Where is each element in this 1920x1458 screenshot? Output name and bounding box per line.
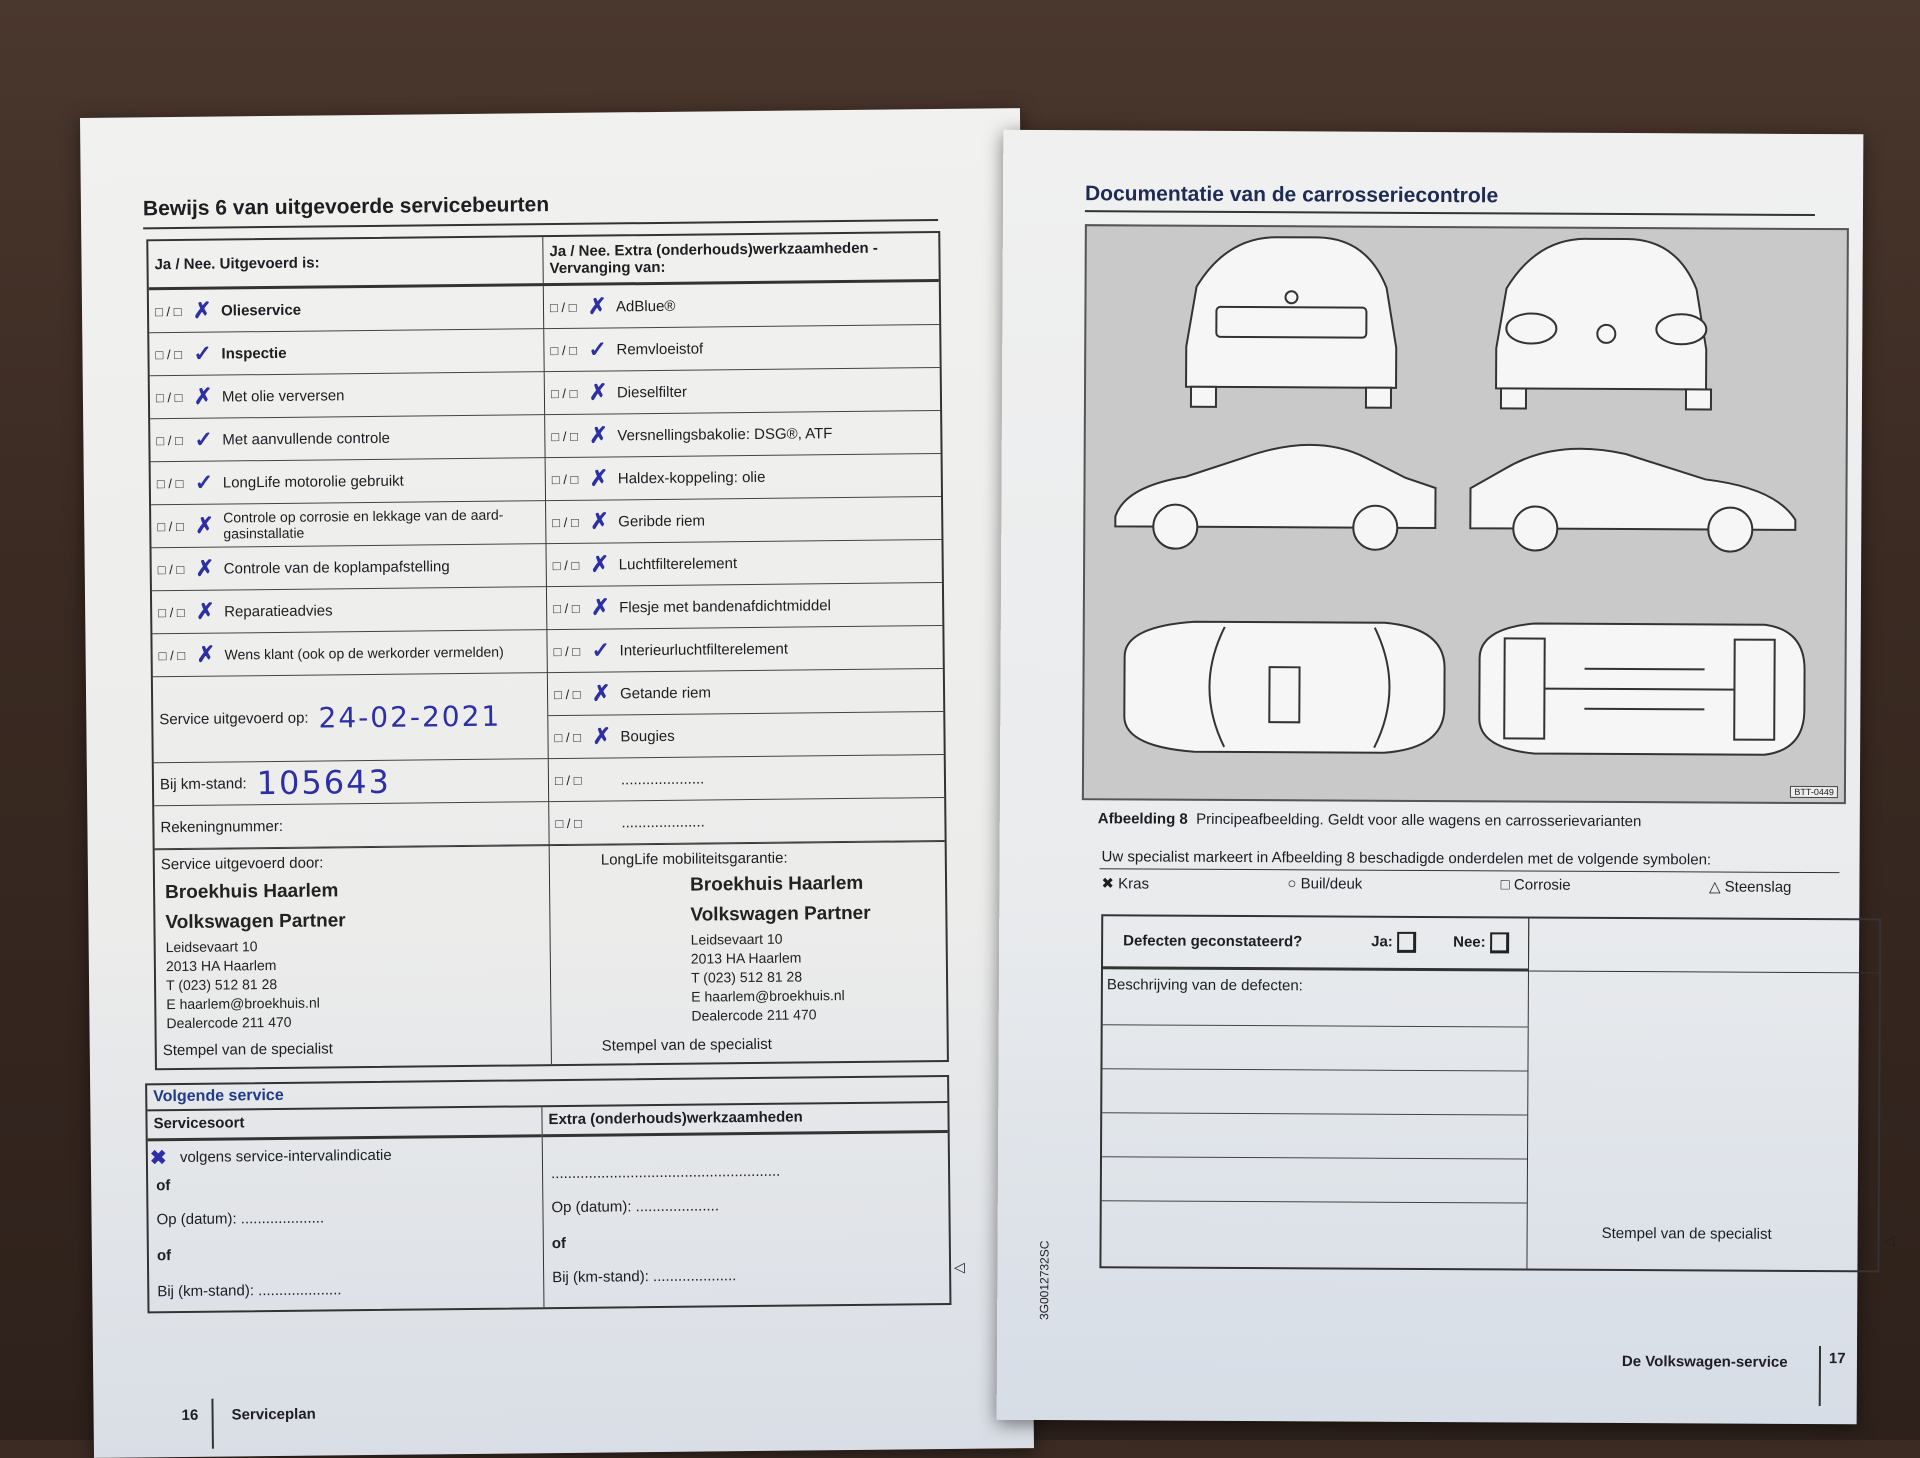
checkbox-glyphs: □ / □ — [158, 604, 185, 620]
checklist-item-label: .................... — [621, 812, 705, 831]
cross-mark-icon: ✗ — [196, 641, 216, 667]
yes-no-checkbox[interactable] — [157, 555, 220, 581]
yes-no-checkbox[interactable] — [158, 641, 221, 667]
yes-no-checkbox[interactable] — [155, 340, 217, 366]
checklist-item-label: Interieurluchtfilterelement — [619, 640, 789, 659]
checkbox-glyphs: □ / □ — [550, 385, 578, 401]
interval-option: volgens service-intervalindicatie — [179, 1146, 392, 1167]
figure-caption — [1098, 810, 1642, 830]
checkbox-glyphs: □ / □ — [552, 557, 580, 573]
stamp-brand: Volkswagen Partner — [165, 910, 346, 934]
header-performed: Ja / Nee. Uitgevoerd is: — [148, 237, 543, 287]
yes-no-checkbox[interactable] — [550, 378, 613, 405]
cross-mark-icon: ✗ — [590, 507, 609, 534]
description-line — [1102, 1200, 1527, 1203]
checklist-item-label: Getande riem — [619, 683, 712, 702]
check-mark-icon: ✓ — [194, 469, 214, 495]
yes-no-checkbox[interactable] — [549, 292, 612, 319]
instruction-rule — [1100, 868, 1840, 873]
document-code: 3G0012732SC — [1037, 1240, 1052, 1321]
cross-mark-icon: ✗ — [592, 722, 612, 749]
cross-mark-icon: ✗ — [588, 378, 608, 405]
yes-no-checkbox[interactable] — [551, 464, 614, 491]
stamp-phone: T (023) 512 81 28 — [166, 975, 278, 994]
continue-arrow-icon: ◁ — [953, 1258, 965, 1275]
checkbox-glyphs: □ / □ — [157, 561, 185, 577]
legend-steenslag — [1709, 877, 1792, 895]
next-service-table — [145, 1075, 951, 1313]
km-value[interactable]: 105643 — [256, 762, 392, 803]
cross-mark-icon: ✗ — [193, 383, 213, 409]
symbol-instruction: Uw specialist markeert in Afbeelding 8 beschadigde onderdelen met de volgende symbolen: — [1101, 848, 1712, 869]
or-label: of — [156, 1247, 172, 1265]
legend-label: Corrosie — [1513, 876, 1571, 894]
checkbox-glyphs: □ / □ — [551, 471, 579, 487]
no-label: Nee: — [1453, 933, 1486, 951]
cross-mark-icon: ✗ — [195, 555, 215, 581]
checkbox-glyphs: □ / □ — [555, 815, 583, 831]
checklist-item-label: LongLife motorolie gebruikt — [222, 472, 404, 492]
defects-header — [1103, 916, 1529, 971]
yes-label: Ja: — [1371, 933, 1393, 951]
continue-arrow-icon: ◁ — [1883, 1232, 1895, 1249]
service-type-column — [147, 1107, 544, 1311]
car-underside-view-icon — [1479, 623, 1805, 755]
check-mark-icon: ✓ — [193, 340, 213, 366]
stamp-city: 2013 HA Haarlem — [690, 949, 802, 967]
checklist-item[interactable] — [152, 587, 547, 634]
legend-label: Kras — [1118, 875, 1150, 893]
checkbox-glyphs: □ / □ — [554, 729, 582, 745]
header-extra: Ja / Nee. Extra (onderhouds)werkzaamheden - Vervanging van: — [549, 239, 878, 278]
page-title: Documentatie van de carrosseriecontrole — [1084, 182, 1499, 208]
yes-no-checkbox[interactable] — [555, 772, 617, 788]
checklist-item[interactable] — [549, 798, 944, 845]
checkbox-glyphs: □ / □ — [551, 428, 578, 444]
checkbox-glyphs: □ / □ — [553, 643, 581, 659]
next-service-title: Volgende service — [147, 1077, 947, 1111]
no-checkbox[interactable] — [1490, 932, 1509, 953]
stamp-phone: T (023) 512 81 28 — [690, 968, 803, 986]
car-right-side-icon — [1470, 448, 1796, 552]
extra-date-field: Op (datum): .................... — [551, 1197, 720, 1217]
performed-by-label: Service uitgevoerd door: — [160, 854, 324, 874]
checkbox-glyphs: □ / □ — [156, 432, 184, 448]
cross-mark-icon: ✗ — [192, 297, 212, 323]
footer-divider — [211, 1399, 214, 1449]
or-label: of — [156, 1177, 171, 1195]
service-checklist-table — [146, 231, 949, 1070]
yes-no-checkbox[interactable] — [553, 679, 616, 706]
checkbox-glyphs: □ / □ — [550, 342, 578, 358]
interval-cross-mark: ✖ — [149, 1147, 167, 1170]
or-label: of — [551, 1234, 567, 1253]
cross-mark-icon: ✗ — [591, 679, 611, 706]
extra-km-field: Bij (km-stand): .................... — [552, 1267, 737, 1287]
check-mark-icon: ✓ — [194, 426, 213, 452]
checklist-item-label: Inspectie — [221, 344, 287, 363]
checkbox-glyphs: □ / □ — [155, 389, 183, 405]
checklist-item-label: .................... — [620, 769, 705, 788]
checklist-item[interactable] — [546, 497, 941, 544]
checklist-item[interactable] — [151, 458, 546, 505]
checkbox-glyphs: □ / □ — [552, 514, 579, 530]
checkbox-glyphs: □ / □ — [156, 475, 184, 491]
checkbox-glyphs: □ / □ — [158, 647, 186, 663]
description-line — [1102, 1068, 1527, 1071]
checkbox-glyphs: □ / □ — [553, 600, 580, 616]
yes-no-checkbox[interactable] — [554, 722, 616, 749]
square-icon: □ — [1500, 876, 1510, 894]
stamp-name: Broekhuis Haarlem — [165, 880, 339, 904]
checklist-item-label: AdBlue® — [615, 297, 676, 315]
stamp-street: Leidsevaart 10 — [690, 930, 783, 948]
checklist-item-label: Haldex-koppeling: olie — [617, 468, 766, 487]
extra-work-column — [542, 1103, 949, 1307]
longlife-label: LongLife mobiliteitsgarantie: — [600, 849, 788, 869]
legend-label: Steenslag — [1724, 878, 1792, 896]
description-label: Beschrijving van de defecten: — [1106, 976, 1303, 995]
account-number-label: Rekeningnummer: — [160, 817, 284, 836]
km-label: Bij km-stand: — [159, 774, 247, 793]
checklist-item[interactable] — [549, 755, 944, 802]
title-rule — [1085, 210, 1815, 216]
check-mark-icon: ✓ — [591, 636, 611, 663]
checklist-item[interactable] — [149, 329, 544, 376]
service-date-cell — [153, 673, 549, 763]
car-outlines-illustration — [1084, 226, 1847, 802]
checkbox-glyphs: □ / □ — [553, 686, 581, 702]
checklist-item-label: Met olie verversen — [221, 386, 345, 406]
extra-work-dots: ....................................................... — [550, 1162, 781, 1183]
checklist-item-label: Controle van de koplampafstelling — [223, 557, 450, 578]
checklist-item-label: Geribde riem — [618, 511, 706, 530]
stamp-label-right: Stempel van de specialist — [601, 1035, 772, 1055]
dealer-stamp-right — [690, 869, 872, 1026]
stamp-street: Leidsevaart 10 — [165, 938, 258, 956]
service-date-label: Service uitgevoerd op: — [159, 709, 309, 729]
legend-buil — [1287, 875, 1362, 893]
performed-by-section — [155, 841, 947, 1068]
checklist-item[interactable] — [152, 544, 547, 591]
cross-mark-icon: ✗ — [195, 512, 214, 538]
next-date-field: Op (datum): .................... — [156, 1209, 325, 1229]
yes-no-checkbox[interactable] — [553, 593, 615, 620]
checklist-item-label: Met aanvullende controle — [222, 429, 391, 449]
description-line — [1103, 1024, 1528, 1027]
checkbox-glyphs: □ / □ — [157, 518, 184, 534]
page-title: Bewijs 6 van uitgevoerde servicebeurten — [142, 193, 550, 221]
cross-mark-icon: ✗ — [589, 421, 608, 448]
yes-checkbox[interactable] — [1397, 932, 1416, 953]
checklist-item-label: Wens klant (ook op de werkorder vermelden) — [224, 643, 504, 663]
checklist-item[interactable] — [152, 630, 547, 677]
stamp-dealer: Dealercode 211 470 — [691, 1006, 817, 1024]
footer-section: Serviceplan — [231, 1405, 316, 1424]
title-rule — [143, 219, 938, 229]
yes-option[interactable] — [1371, 932, 1416, 953]
triangle-icon: △ — [1708, 878, 1721, 896]
yes-no-checkbox[interactable] — [552, 507, 614, 534]
circle-icon: ○ — [1287, 875, 1297, 893]
service-date-value[interactable]: 24-02-2021 — [318, 699, 502, 735]
legend-label: Buil/deuk — [1300, 875, 1363, 893]
footer-section: De Volkswagen-service — [1621, 1353, 1788, 1371]
caption-text: Principeafbeelding. Geldt voor alle wagens en carrosserievarianten — [1196, 810, 1642, 831]
defects-question: Defecten geconstateerd? — [1123, 932, 1303, 951]
checklist-item-label: Luchtfilterelement — [618, 554, 738, 573]
checklist-item[interactable] — [547, 583, 942, 630]
car-left-side-icon — [1115, 444, 1436, 550]
left-page — [80, 108, 1034, 1458]
checklist-item[interactable] — [546, 454, 941, 501]
checklist-item[interactable] — [149, 286, 544, 333]
checkbox-glyphs: □ / □ — [549, 299, 577, 315]
cross-mark-icon: ✗ — [589, 464, 609, 491]
yes-no-checkbox[interactable] — [550, 335, 612, 362]
checklist-item[interactable] — [547, 626, 942, 673]
checklist-item-label: Reparatieadvies — [224, 601, 333, 621]
page-number: 16 — [181, 1406, 199, 1425]
stamp-dealer: Dealercode 211 470 — [166, 1013, 292, 1032]
stamp-name: Broekhuis Haarlem — [689, 872, 864, 896]
legend-corrosie — [1501, 876, 1571, 894]
km-cell — [154, 759, 549, 806]
checklist-item[interactable] — [544, 325, 939, 372]
cross-mark-icon: ✗ — [587, 292, 607, 319]
checklist-item[interactable] — [548, 669, 943, 716]
checkbox-glyphs: □ / □ — [554, 772, 582, 788]
car-front-view-icon — [1496, 238, 1712, 409]
checklist-item[interactable] — [546, 540, 941, 587]
dealer-stamp-left — [165, 876, 347, 1033]
figure-code: BTT-0449 — [1790, 786, 1838, 798]
cross-mark-icon: ✗ — [591, 593, 610, 620]
checklist-grid — [149, 282, 945, 849]
stamp-label: Stempel van de specialist — [1601, 1224, 1772, 1243]
yes-no-checkbox[interactable] — [555, 815, 617, 831]
yes-no-checkbox[interactable] — [155, 383, 218, 409]
page-number: 17 — [1828, 1350, 1846, 1368]
yes-no-checkbox[interactable] — [154, 297, 217, 323]
checklist-item-label: Controle op corrosie en lekkage van de aard-gasinstallatie — [223, 506, 504, 542]
checklist-item-label: Dieselfilter — [616, 383, 688, 401]
stamp-brand: Volkswagen Partner — [690, 902, 871, 926]
longlife-cell — [550, 842, 947, 1064]
checklist-item[interactable] — [544, 282, 939, 329]
checklist-item-label: Bougies — [620, 727, 675, 745]
yes-no-checkbox[interactable] — [552, 550, 615, 577]
checklist-item-label: Flesje met bandenafdichtmiddel — [619, 596, 832, 616]
stamp-label-left: Stempel van de specialist — [162, 1040, 333, 1060]
legend-kras — [1101, 874, 1149, 892]
symbol-legend — [1101, 874, 1791, 896]
checklist-item-label: Remvloeistof — [616, 339, 704, 358]
checkbox-glyphs: □ / □ — [154, 303, 182, 319]
checklist-item[interactable] — [150, 372, 545, 419]
cross-mark-icon: ✗ — [590, 550, 610, 577]
account-number-cell[interactable] — [154, 802, 549, 849]
checklist-item[interactable] — [548, 712, 943, 759]
stamp-area-rule — [1528, 971, 1879, 974]
yes-no-checkbox[interactable] — [551, 421, 613, 448]
body-check-figure — [1082, 224, 1849, 804]
stamp-email: E haarlem@broekhuis.nl — [691, 987, 845, 1005]
stamp-city: 2013 HA Haarlem — [165, 956, 277, 975]
checklist-item[interactable] — [545, 368, 940, 415]
checklist-item-label: Versnellingsbakolie: DSG®, ATF — [617, 424, 833, 444]
stamp-email: E haarlem@broekhuis.nl — [166, 994, 320, 1013]
checklist-item[interactable] — [545, 411, 940, 458]
description-line — [1102, 1112, 1527, 1115]
footer-divider — [1819, 1346, 1821, 1406]
service-type-header: Servicesoort — [147, 1107, 541, 1141]
right-page — [997, 130, 1895, 1424]
defects-table — [1099, 914, 1881, 1272]
check-mark-icon: ✓ — [588, 335, 608, 362]
no-option[interactable] — [1453, 932, 1509, 953]
yes-no-checkbox[interactable] — [158, 598, 220, 624]
yes-no-checkbox[interactable] — [553, 636, 616, 663]
yes-no-checkbox[interactable] — [156, 426, 218, 452]
checklist-item[interactable] — [151, 501, 546, 548]
yes-no-checkbox[interactable] — [157, 512, 219, 538]
checkbox-glyphs: □ / □ — [155, 346, 183, 362]
caption-label: Afbeelding 8 — [1097, 810, 1188, 828]
yes-no-checkbox[interactable] — [156, 469, 219, 495]
cross-mark-icon: ✗ — [196, 598, 215, 624]
performed-by-cell — [155, 846, 552, 1068]
checklist-item-label: Olieservice — [220, 301, 302, 320]
cross-icon: ✖ — [1101, 875, 1115, 893]
extra-work-header: Extra (onderhouds)werkzaamheden — [542, 1103, 947, 1137]
next-km-field: Bij (km-stand): .................... — [157, 1281, 342, 1301]
description-line — [1102, 1156, 1527, 1159]
car-rear-view-icon — [1186, 237, 1397, 408]
checklist-item[interactable] — [150, 415, 545, 462]
car-top-view-icon — [1124, 621, 1445, 753]
